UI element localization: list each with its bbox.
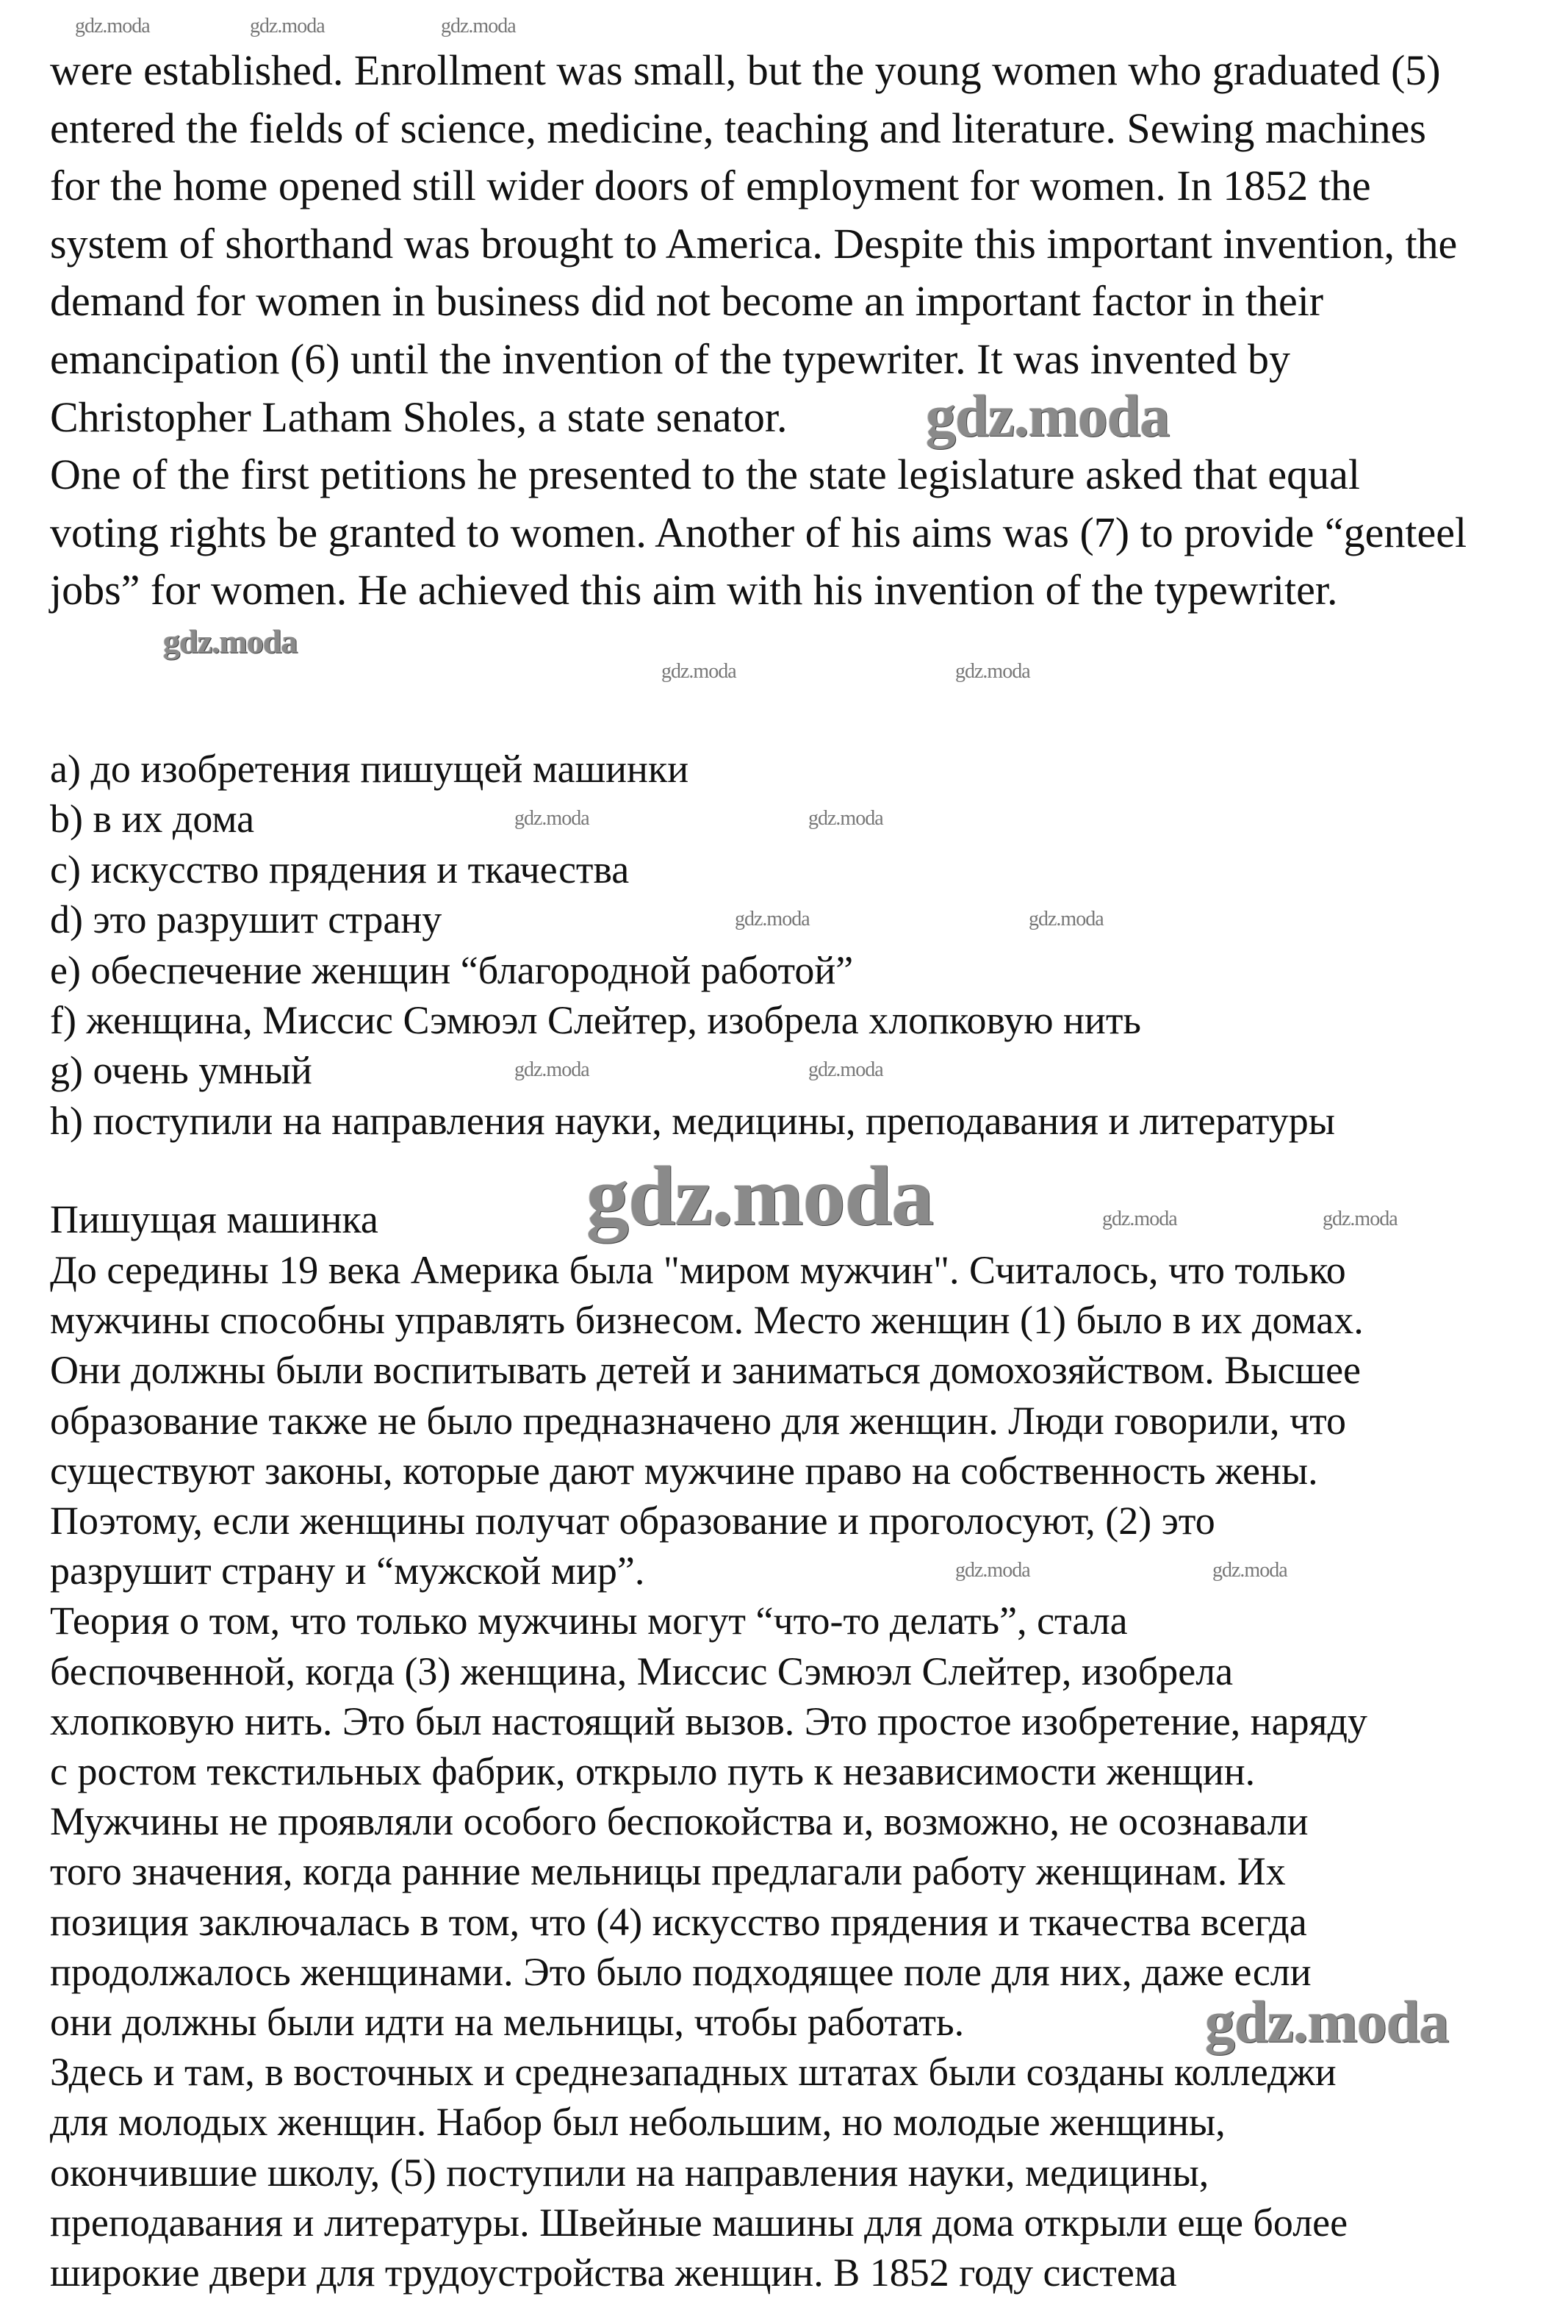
translation-text-line: Поэтому, если женщины получат образование и проголосуют, (2) это — [50, 1499, 1215, 1543]
watermark: gdz.moda — [75, 15, 150, 37]
watermark: gdz.moda — [586, 1150, 934, 1244]
english-text-line: entered the fields of science, medicine, teaching and literature. Sewing machines — [50, 104, 1426, 152]
english-text-line: system of shorthand was brought to America. Despite this important invention, the — [50, 219, 1458, 268]
watermark: gdz.moda — [955, 1559, 1030, 1582]
translation-text-line: преподавания и литературы. Швейные машины для дома открыли еще более — [50, 2200, 1348, 2245]
translation-text-line: Мужчины не проявляли особого беспокойства и, возможно, не осознавали — [50, 1799, 1309, 1844]
answer-option: e) обеспечение женщин “благородной работой” — [50, 947, 854, 992]
translation-text-line: для молодых женщин. Набор был небольшим, но молодые женщины, — [50, 2100, 1226, 2145]
answer-option: b) в их дома — [50, 797, 255, 842]
answer-option: g) очень умный — [50, 1048, 312, 1093]
watermark: gdz.moda — [808, 807, 883, 830]
answer-option: c) искусство прядения и ткачества — [50, 847, 630, 892]
watermark: gdz.moda — [955, 660, 1030, 683]
translation-text-line: широкие двери для трудоустройства женщин. В 1852 году система — [50, 2251, 1177, 2295]
watermark: gdz.moda — [1102, 1208, 1177, 1230]
translation-text-line: беспочвенной, когда (3) женщина, Миссис Сэмюэл Слейтер, изобрела — [50, 1649, 1234, 1693]
english-text-line: voting rights be granted to women. Another of his aims was (7) to provide “genteel — [50, 508, 1467, 556]
english-text-line: for the home opened still wider doors of employment for women. In 1852 the — [50, 162, 1371, 210]
translation-text-line: позиция заключалась в том, что (4) искусство прядения и ткачества всегда — [50, 1899, 1307, 1944]
watermark: gdz.moda — [514, 807, 589, 830]
watermark: gdz.moda — [163, 623, 298, 660]
english-text-line: One of the first petitions he presented to the state legislature asked that equal — [50, 451, 1360, 499]
translation-text-line: мужчины способны управлять бизнесом. Место женщин (1) было в их домах. — [50, 1298, 1364, 1343]
translation-text-line: продолжалось женщинами. Это было подходящее поле для них, даже если — [50, 1949, 1312, 1994]
translation-text-line: разрушит страну и “мужской мир”. — [50, 1549, 645, 1593]
translation-text-line: хлопковую нить. Это был настоящий вызов. Это простое изобретение, наряду — [50, 1699, 1367, 1743]
english-text-line: demand for women in business did not become an important factor in their — [50, 277, 1324, 326]
translation-text-line: Здесь и там, в восточных и среднезападных штатах были созданы колледжи — [50, 2050, 1337, 2095]
watermark: gdz.moda — [514, 1058, 589, 1081]
english-text-line: emancipation (6) until the invention of the typewriter. It was invented by — [50, 335, 1291, 383]
translation-text-line: До середины 19 века Америка была "миром мужчин". Считалось, что только — [50, 1248, 1346, 1292]
english-text-line: were established. Enrollment was small, but the young women who graduated (5) — [50, 46, 1441, 94]
answer-option: d) это разрушит страну — [50, 897, 442, 942]
watermark: gdz.moda — [735, 908, 810, 930]
answer-option: a) до изобретения пишущей машинки — [50, 747, 689, 791]
answer-option: h) поступили на направления науки, медицины, преподавания и литературы — [50, 1098, 1336, 1143]
translation-text-line: окончившие школу, (5) поступили на направления науки, медицины, — [50, 2150, 1209, 2195]
translation-text-line: образование также не было предназначено для женщин. Люди говорили, что — [50, 1398, 1347, 1443]
watermark: gdz.moda — [441, 15, 516, 37]
translation-text-line: с ростом текстильных фабрик, открыло путь к независимости женщин. — [50, 1749, 1256, 1793]
answer-option: f) женщина, Миссис Сэмюэл Слейтер, изобрела хлопковую нить — [50, 998, 1142, 1042]
translation-text-line: Они должны были воспитывать детей и заниматься домохозяйством. Высшее — [50, 1348, 1362, 1393]
watermark: gdz.moda — [1205, 1988, 1449, 2055]
watermark: gdz.moda — [661, 660, 736, 683]
translation-text-line: того значения, когда ранние мельницы предлагали работу женщинам. Их — [50, 1849, 1286, 1894]
watermark: gdz.moda — [1323, 1208, 1398, 1230]
translation-text-line: они должны были идти на мельницы, чтобы работать. — [50, 2000, 965, 2044]
watermark: gdz.moda — [808, 1058, 883, 1081]
translation-text-line: Теория о том, что только мужчины могут “что-то делать”, стала — [50, 1599, 1128, 1643]
watermark: gdz.moda — [250, 15, 325, 37]
translation-title: Пишущая машинка — [50, 1197, 378, 1241]
watermark: gdz.moda — [1212, 1559, 1287, 1582]
watermark: gdz.moda — [926, 382, 1170, 449]
english-text-line: jobs” for women. He achieved this aim with his invention of the typewriter. — [50, 566, 1338, 614]
watermark: gdz.moda — [1029, 908, 1104, 930]
translation-text-line: существуют законы, которые дают мужчине право на собственность жены. — [50, 1448, 1318, 1493]
english-text-line: Christopher Latham Sholes, a state senator. — [50, 392, 788, 441]
